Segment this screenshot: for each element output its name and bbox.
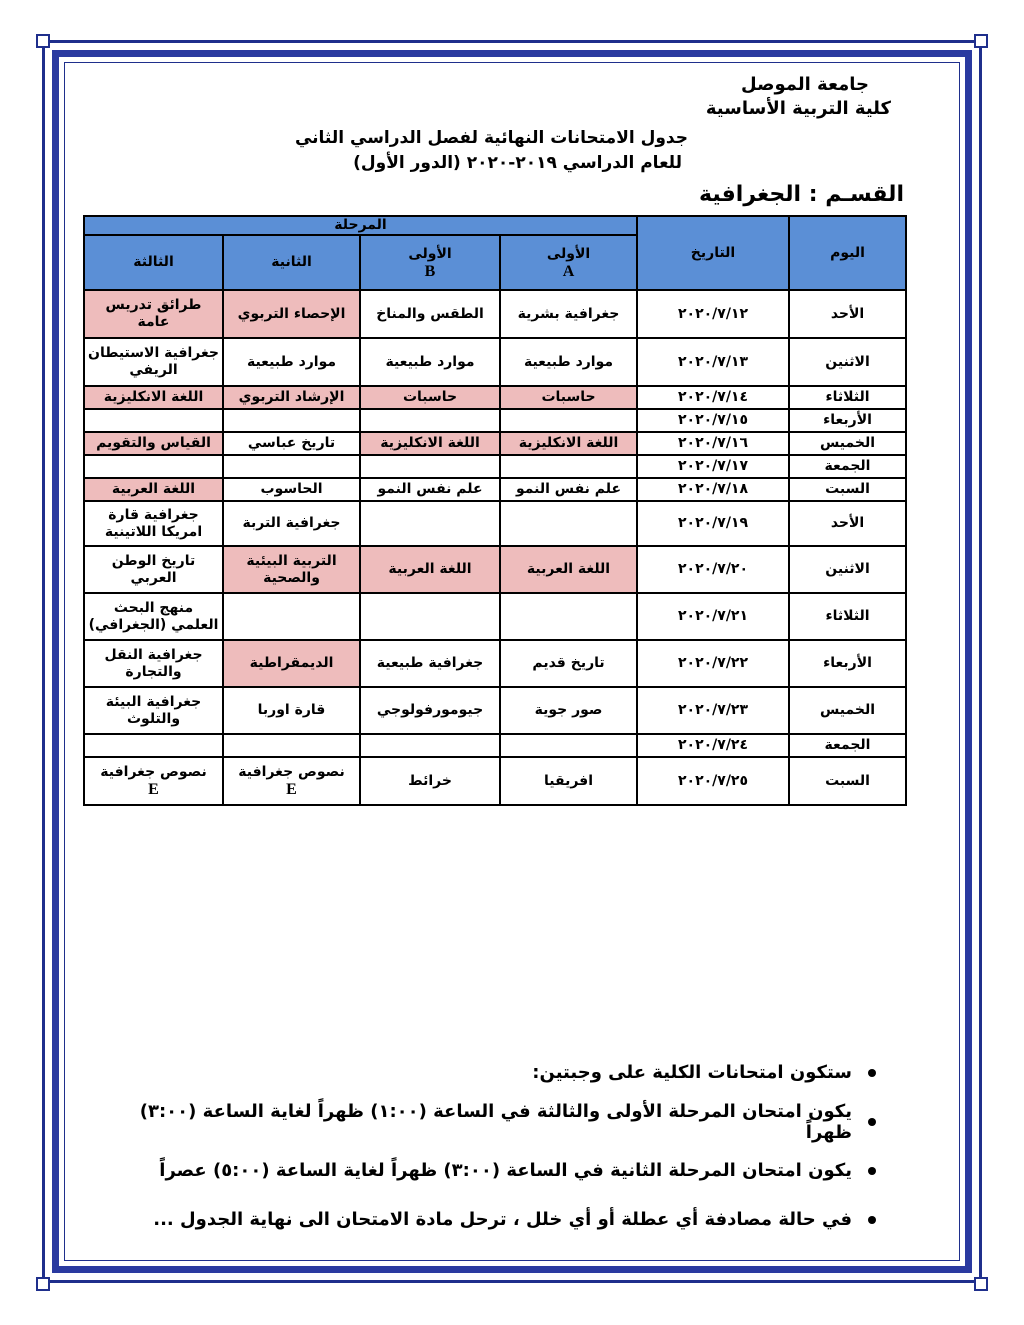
exam-cell-first-b: الطقس والمناخ: [360, 290, 500, 338]
exam-cell-first-b: [360, 501, 500, 546]
exam-cell-first-a: [500, 455, 637, 478]
date-cell: ٢٠٢٠/٧/١٩: [637, 501, 789, 546]
exam-cell-second: جغرافية التربة: [223, 501, 360, 546]
exam-cell-first-b: اللغة الانكليزية: [360, 432, 500, 455]
exam-cell-first-b: علم نفس النمو: [360, 478, 500, 501]
bullet-icon: [868, 1069, 876, 1077]
table-row: [84, 455, 906, 478]
exam-cell-first-b: جغرافية طبيعية: [360, 640, 500, 687]
exam-cell-first-b: جيومورفولوجي: [360, 687, 500, 734]
exam-notes: [96, 1048, 876, 1244]
note-text: ستكون امتحانات الكلية على وجبتين:: [532, 1062, 852, 1083]
date-cell: ٢٠٢٠/٧/٢٢: [637, 640, 789, 687]
exam-cell-first-b: [360, 593, 500, 640]
college-name: كلية التربية الأساسية: [705, 98, 891, 119]
table-row: [84, 734, 906, 757]
border-corner: [974, 34, 988, 48]
exam-cell-third: جغرافية الاستيطان الريفي: [84, 338, 223, 386]
day-cell: الخميس: [789, 687, 906, 734]
exam-cell-first-a: تاريخ قديم: [500, 640, 637, 687]
schedule-title: جدول الامتحانات النهائية لفصل الدراسي الثاني: [294, 128, 688, 148]
day-cell: الجمعة: [789, 455, 906, 478]
table-row: [84, 640, 906, 687]
exam-cell-third: طرائق تدريس عامة: [84, 290, 223, 338]
date-cell: ٢٠٢٠/٧/١٢: [637, 290, 789, 338]
bullet-icon: [868, 1167, 876, 1175]
note-item: [96, 1048, 876, 1097]
exam-cell-third: جغرافية قارة امريكا اللاتينية: [84, 501, 223, 546]
border-corner: [36, 34, 50, 48]
day-cell: الاثنين: [789, 546, 906, 593]
note-text: يكون امتحان المرحلة الثانية في الساعة (٣:٠٠) ظهراً لغاية الساعة (٥:٠٠) عصراً: [159, 1160, 852, 1181]
exam-cell-third: [84, 734, 223, 757]
table-row: [84, 546, 906, 593]
table-row: [84, 432, 906, 455]
exam-cell-second: الحاسوب: [223, 478, 360, 501]
bullet-icon: [868, 1118, 876, 1126]
exam-cell-third: اللغة الانكليزية: [84, 386, 223, 409]
note-item: [96, 1146, 876, 1195]
table-header-row: [84, 216, 906, 235]
header-first-b: [360, 235, 500, 290]
date-cell: ٢٠٢٠/٧/١٨: [637, 478, 789, 501]
exam-cell-first-b: [360, 455, 500, 478]
exam-cell-first-b: اللغة العربية: [360, 546, 500, 593]
day-cell: السبت: [789, 478, 906, 501]
exam-cell-second: التربية البيئية والصحية: [223, 546, 360, 593]
exam-cell-first-b: موارد طبيعية: [360, 338, 500, 386]
table-row: [84, 409, 906, 432]
exam-cell-first-a: اللغة العربية: [500, 546, 637, 593]
note-text: يكون امتحان المرحلة الأولى والثالثة في الساعة (١:٠٠) ظهراً لغاية الساعة (٣:٠٠) ظهراً: [139, 1100, 852, 1143]
exam-cell-second: [223, 734, 360, 757]
day-cell: الجمعة: [789, 734, 906, 757]
header-date: التاريخ: [637, 216, 789, 290]
exam-cell-first-b: حاسبات: [360, 386, 500, 409]
day-cell: الأربعاء: [789, 640, 906, 687]
date-cell: ٢٠٢٠/٧/١٥: [637, 409, 789, 432]
header-second: الثانية: [223, 235, 360, 290]
exam-cell-third: [84, 409, 223, 432]
exam-cell-second: الديمقراطية: [223, 640, 360, 687]
date-cell: ٢٠٢٠/٧/١٧: [637, 455, 789, 478]
date-cell: ٢٠٢٠/٧/٢٣: [637, 687, 789, 734]
border-corner: [36, 1277, 50, 1291]
exam-cell-third: اللغة العربية: [84, 478, 223, 501]
bullet-icon: [868, 1216, 876, 1224]
exam-cell-third: جغرافية البيئة والتلوث: [84, 687, 223, 734]
table-row: [84, 478, 906, 501]
header-third: الثالثة: [84, 235, 223, 290]
exam-cell-first-b: [360, 734, 500, 757]
day-cell: الأحد: [789, 501, 906, 546]
exam-cell-third: منهج البحث العلمي (الجغرافي): [84, 593, 223, 640]
note-item: [96, 1097, 876, 1146]
table-row: [84, 757, 906, 805]
exam-cell-first-a: علم نفس النمو: [500, 478, 637, 501]
day-cell: الخميس: [789, 432, 906, 455]
exam-cell-first-a: [500, 593, 637, 640]
day-cell: الثلاثاء: [789, 593, 906, 640]
day-cell: السبت: [789, 757, 906, 805]
date-cell: ٢٠٢٠/٧/٢٠: [637, 546, 789, 593]
exam-cell-first-b: خرائط: [360, 757, 500, 805]
exam-cell-second: الإرشاد التربوي: [223, 386, 360, 409]
day-cell: الثلاثاء: [789, 386, 906, 409]
exam-cell-second: تاريخ عباسي: [223, 432, 360, 455]
header-stage: المرحلة: [84, 216, 637, 235]
date-cell: ٢٠٢٠/٧/٢٥: [637, 757, 789, 805]
exam-cell-third-sub: E: [148, 781, 159, 798]
exam-cell-first-a: جغرافية بشرية: [500, 290, 637, 338]
exam-cell-third: القياس والتقويم: [84, 432, 223, 455]
exam-schedule-table: [83, 215, 907, 806]
exam-cell-first-a: [500, 409, 637, 432]
exam-cell-second: [223, 409, 360, 432]
date-cell: ٢٠٢٠/٧/٢٤: [637, 734, 789, 757]
exam-cell-second-sub: E: [286, 781, 297, 798]
header-first-a-label: الأولى: [546, 245, 591, 262]
exam-cell-first-b: [360, 409, 500, 432]
header-first-a: [500, 235, 637, 290]
exam-cell-third: [84, 757, 223, 805]
day-cell: الأربعاء: [789, 409, 906, 432]
exam-cell-first-a: [500, 734, 637, 757]
date-cell: ٢٠٢٠/٧/١٦: [637, 432, 789, 455]
header-day: اليوم: [789, 216, 906, 290]
university-name: جامعة الموصل: [741, 74, 869, 95]
note-text: في حالة مصادفة أي عطلة أو أي خلل ، ترحل مادة الامتحان الى نهاية الجدول ...: [153, 1209, 852, 1230]
exam-cell-first-a: اللغة الانكليزية: [500, 432, 637, 455]
table-row: [84, 687, 906, 734]
date-cell: ٢٠٢٠/٧/١٣: [637, 338, 789, 386]
header-first-a-sub: A: [562, 262, 575, 280]
exam-cell-second: [223, 593, 360, 640]
exam-cell-second: [223, 455, 360, 478]
table-row: [84, 338, 906, 386]
academic-year: للعام الدراسي ٢٠١٩-٢٠٢٠ (الدور الأول): [353, 153, 682, 173]
exam-cell-second-label: نصوص جغرافية: [238, 764, 345, 780]
exam-cell-first-a: [500, 501, 637, 546]
exam-cell-first-a: صور جوية: [500, 687, 637, 734]
header-first-b-label: الأولى: [408, 245, 452, 262]
table-row: [84, 593, 906, 640]
header-first-b-sub: B: [424, 262, 436, 280]
exam-cell-first-a: موارد طبيعية: [500, 338, 637, 386]
exam-cell-second: قارة اوربا: [223, 687, 360, 734]
table-row: [84, 290, 906, 338]
exam-cell-first-a: افريقيا: [500, 757, 637, 805]
exam-cell-second: موارد طبيعية: [223, 338, 360, 386]
date-cell: ٢٠٢٠/٧/١٤: [637, 386, 789, 409]
note-item: [96, 1195, 876, 1244]
table-row: [84, 501, 906, 546]
department-title: القسـم : الجغرافية: [699, 182, 904, 207]
table-row: [84, 386, 906, 409]
exam-cell-third: تاريخ الوطن العربي: [84, 546, 223, 593]
exam-cell-second: [223, 757, 360, 805]
border-corner: [974, 1277, 988, 1291]
exam-cell-third: جغرافية النقل والتجارة: [84, 640, 223, 687]
day-cell: الاثنين: [789, 338, 906, 386]
day-cell: الأحد: [789, 290, 906, 338]
date-cell: ٢٠٢٠/٧/٢١: [637, 593, 789, 640]
exam-cell-first-a: حاسبات: [500, 386, 637, 409]
exam-cell-third-label: نصوص جغرافية: [100, 764, 207, 780]
exam-cell-second: الإحصاء التربوي: [223, 290, 360, 338]
exam-cell-third: [84, 455, 223, 478]
